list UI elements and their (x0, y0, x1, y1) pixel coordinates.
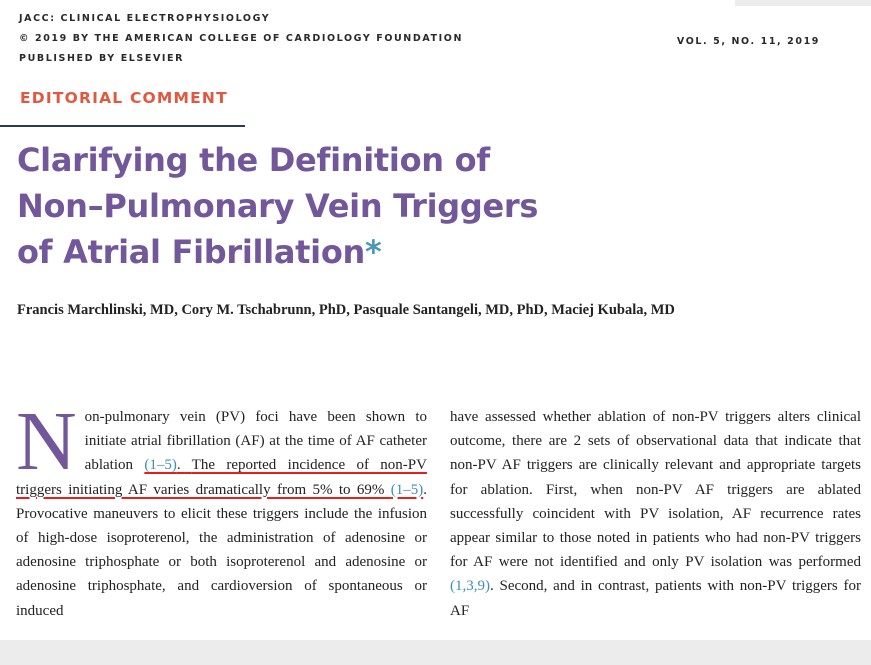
body-text: . (176, 457, 192, 474)
section-label: EDITORIAL COMMENT (20, 89, 228, 107)
volume-info: VOL. 5, NO. 11, 2019 (676, 36, 820, 47)
viewer-edge-bottom (0, 640, 871, 665)
viewer-edge-top (735, 0, 871, 6)
publisher-line: PUBLISHED BY ELSEVIER (19, 53, 185, 64)
reference-link[interactable]: (1–5) (144, 457, 177, 474)
body-text: have assessed whether ablation of non-PV triggers alters clinical outcome, there are 2 sets of observational data that indicate that non-PV AF triggers are clinically relevant and appropriate targets for ablation. First, when non-PV AF triggers are ablated successfully coincident with PV isolation, AF recurrence rates appear similar to those noted in patients who had non-PV triggers for AF were not identified and only PV isolation was performed (450, 409, 861, 571)
drop-cap: N (16, 395, 77, 488)
title-line-3-text: of Atrial Fibrillation (17, 233, 366, 271)
reference-link[interactable]: (1,3,9) (450, 578, 490, 595)
article-title (17, 137, 717, 275)
journal-header (19, 9, 463, 69)
title-line-2: Non–Pulmonary Vein Triggers (17, 187, 539, 225)
body-column-left (16, 395, 427, 623)
title-line-3 (17, 229, 717, 275)
title-line-1: Clarifying the Definition of (17, 141, 490, 179)
body-text: . Provocative maneuvers to elicit these triggers include the infusion of high-dose isoproterenol, the administration of adenosine or adenosine triphosphate or both isoproterenol and adenosine or adenosine triphosphate, and cardioversion of spontaneous or induced (16, 481, 427, 619)
body-text: . Second, and in contrast, patients with non-PV triggers for AF (450, 578, 861, 619)
author-list: Francis Marchlinski, MD, Cory M. Tschabrunn, PhD, Pasquale Santangeli, MD, PhD, Maciej Kubala, MD (17, 302, 675, 318)
reference-link[interactable]: (1–5) (390, 481, 424, 498)
body-paragraph (16, 395, 427, 623)
highlighted-text: The reported incidence of non-PV triggers initiating AF varies dramatically from 5% to 69% (16, 457, 427, 498)
body-column-right (450, 405, 861, 623)
copyright-line: © 2019 BY THE AMERICAN COLLEGE OF CARDIOLOGY FOUNDATION (19, 33, 464, 44)
body-paragraph (450, 405, 861, 623)
section-divider (0, 125, 245, 127)
journal-name: JACC: CLINICAL ELECTROPHYSIOLOGY (19, 13, 271, 24)
title-footnote-marker[interactable]: * (365, 233, 382, 271)
body-text: on-pulmonary vein (PV) foci have been shown to initiate atrial fibrillation (AF) at the time of AF catheter ablation (84, 409, 427, 474)
